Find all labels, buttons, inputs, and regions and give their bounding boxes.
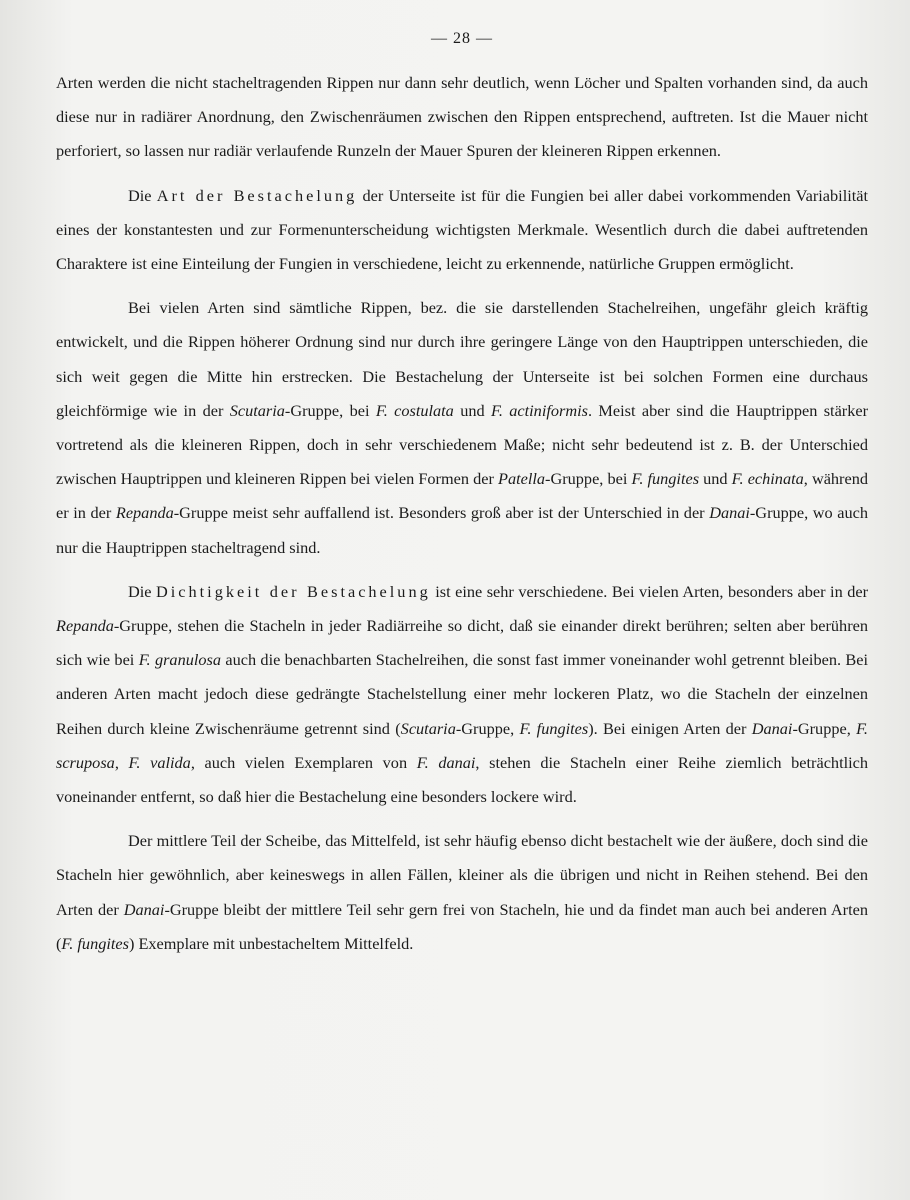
text-run: auch die benachbarten Stachelreihen, die sonst fast immer voneinander wohl getrennt bleiben. Bei anderen Arten macht jedoch diese gedrängte Stachelstellung einer mehr lockeren Platz, wo die Stacheln der einzelnen Reihen durch kleine Zwischenräume getrennt sind ( <box>56 650 868 738</box>
text-run: -Gruppe, stehen die Stacheln in jeder Radiärreihe so dicht, daß sie einander direkt berühren; selten aber berühren sich wie bei <box>56 616 868 670</box>
text-run: -Gruppe, <box>792 718 857 738</box>
text-run: Die <box>128 185 157 205</box>
text-run: , auch vielen Exemplaren von <box>190 752 417 772</box>
text-run: , <box>114 752 129 772</box>
body-text <box>56 66 868 961</box>
italic-term: F. echinata <box>731 469 804 489</box>
italic-term: F. costulata <box>375 400 454 420</box>
text-run: und <box>699 469 732 489</box>
paragraph <box>56 291 868 565</box>
text-run: Bei vielen Arten sind sämtliche Rippen, bez. die sie darstellenden Stachelreihen, ungefähr gleich kräftig entwickelt, und die Rippen höherer Ordnung sind nur durch ihre geringere Länge von den Hauptrippen unterschieden, die sich weit gegen die Mitte hin erstrecken. Die Bestachelung der Unterseite ist bei solchen Formen eine durchaus gleichförmige wie in der <box>56 298 868 420</box>
italic-term: Repanda <box>56 616 114 636</box>
spaced-emphasis: Dichtigkeit der Bestachelung <box>156 581 431 601</box>
text-run: -Gruppe, bei <box>284 400 376 420</box>
italic-term: F. danai <box>416 752 476 772</box>
text-run: ). Bei einigen Arten der <box>588 718 752 738</box>
page-number: — 28 — <box>431 30 493 47</box>
text-run: der Unterseite ist für die Fungien bei aller dabei vorkommenden Variabilität eines der konstantesten und zur Formenunterscheidung wichtigsten Merkmale. Wesentlich durch die dabei auftretenden Charaktere ist eine Einteilung der Fungien in verschiedene, leicht zu erkennende, natürliche Gruppen ermöglicht. <box>56 185 869 274</box>
italic-term: F. granulosa <box>138 650 221 670</box>
italic-term: F. actiniformis <box>490 400 588 420</box>
italic-term: Danai <box>751 718 793 738</box>
text-run: Die <box>128 581 156 601</box>
paragraph <box>56 66 868 169</box>
text-run: -Gruppe, bei <box>545 469 632 489</box>
text-run: ) Exemplare mit unbestacheltem Mittelfeld. <box>128 933 414 953</box>
italic-term: F. fungites <box>631 469 700 489</box>
paragraph <box>56 575 868 814</box>
text-run: ist eine sehr verschiedene. Bei vielen Arten, besonders aber in der <box>430 581 869 601</box>
paragraph <box>56 824 868 961</box>
italic-term: F. valida <box>128 752 191 772</box>
italic-term: Danai <box>123 899 165 919</box>
spaced-emphasis: Art der Bestachelung <box>156 185 358 205</box>
italic-term: Scutaria <box>400 718 456 738</box>
italic-term: Danai <box>709 503 750 523</box>
text-run: Der mittlere Teil der Scheibe, das Mittelfeld, ist sehr häufig ebenso dicht bestachelt wie der äußere, doch sind die Stacheln hier gewöhnlich, aber keineswegs in allen Fällen, kleiner als die übrigen und nicht in Reihen stehend. Bei den Arten der <box>56 831 868 919</box>
text-run: Arten werden die nicht stacheltragenden Rippen nur dann sehr deutlich, wenn Löcher und Spalten vorhanden sind, da auch diese nur in radiärer Anordnung, den Zwischenräumen zwischen den Rippen entsprechend, auftreten. Ist die Mauer nicht perforiert, so lassen nur radiär verlaufende Runzeln der Mauer Spuren der kleineren Rippen erkennen. <box>56 73 868 161</box>
italic-term: Scutaria <box>229 400 285 420</box>
italic-term: Repanda <box>115 503 174 523</box>
italic-term: F. scruposa <box>56 718 868 772</box>
italic-term: F. fungites <box>61 933 129 953</box>
paragraph <box>56 179 868 282</box>
italic-term: F. fungites <box>519 718 589 738</box>
text-run: -Gruppe meist sehr auffallend ist. Besonders groß aber ist der Unterschied in der <box>173 503 710 523</box>
text-run: . Meist aber sind die Hauptrippen stärker vortretend als die kleineren Rippen, doch in sehr verschiedenem Maße; nicht sehr bedeutend ist z. B. der Unterschied zwischen Hauptrippen und kleineren Rippen bei vielen Formen der <box>56 400 869 489</box>
text-run: -Gruppe bleibt der mittlere Teil sehr gern frei von Stacheln, hie und da findet man auch bei anderen Arten ( <box>56 899 868 953</box>
text-run: -Gruppe, wo auch nur die Hauptrippen stacheltragend sind. <box>56 503 869 557</box>
text-run: und <box>453 400 491 420</box>
italic-term: Patella <box>498 469 546 489</box>
text-run: , während er in der <box>56 469 868 523</box>
text-run: , stehen die Stacheln einer Reihe ziemlich beträchtlich voneinander entfernt, so daß hier die Bestachelung eine besonders lockere wird. <box>56 752 869 807</box>
text-run: -Gruppe, <box>455 718 520 738</box>
